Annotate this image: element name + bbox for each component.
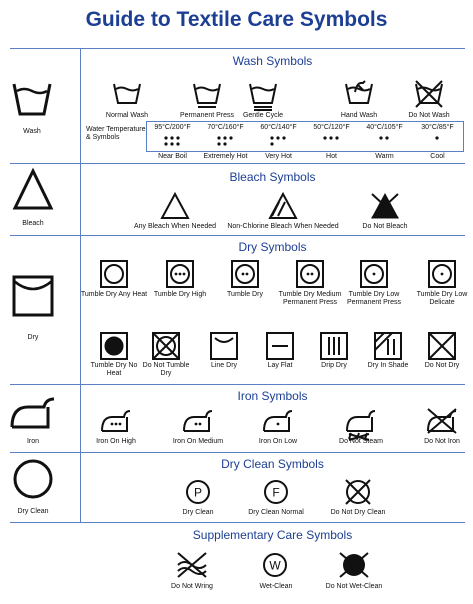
temp-name: Warm (375, 153, 394, 160)
wash-item-label: Gentle Cycle (242, 112, 284, 119)
temp-dots-icon (252, 134, 305, 148)
bleach-big-icon (13, 168, 53, 212)
iron-item-label: Iron On Medium (172, 438, 224, 445)
dry-big-icon (12, 275, 54, 317)
wash-item-label: Hand Wash (340, 112, 378, 119)
wet-clean-icon (260, 551, 292, 579)
do-not-tumble-dry-icon (152, 332, 180, 360)
temp-value: 95°C/200°F (154, 124, 191, 131)
iron-big-icon (8, 393, 58, 431)
temp-value: 70°C/160°F (207, 124, 244, 131)
do-not-wash-icon (414, 79, 444, 112)
do-not-wet-clean-icon (338, 551, 370, 579)
dry-item-label: Tumble Dry Any Heat (80, 291, 148, 298)
dryclean-item-label: Dry Clean (182, 509, 214, 516)
bleach-item-label: Non-Chlorine Bleach When Needed (227, 223, 339, 230)
dry-item-label: Tumble Dry No Heat (90, 362, 138, 377)
temp-value: 60°C/140°F (260, 124, 297, 131)
bleach-big-label: Bleach (22, 220, 44, 227)
iron-big-label: Iron (26, 438, 40, 445)
permanent-press-wash-icon (192, 79, 222, 112)
dry-item-label: Line Dry (210, 362, 238, 369)
supplementary-item-label: Wet-Clean (259, 583, 293, 590)
hand-wash-icon (344, 79, 374, 112)
gentle-cycle-icon (248, 79, 278, 112)
dry-big-label: Dry (27, 334, 39, 341)
do-not-wring-icon (176, 551, 208, 579)
tumble-dry-icon (231, 260, 259, 288)
tumble-dry-medium-pp-icon (296, 260, 324, 288)
dry-heading: Dry Symbols (238, 240, 307, 254)
svg-text:P: P (193, 485, 203, 500)
svg-text:W: W (269, 558, 281, 573)
normal-wash-icon (112, 79, 142, 112)
any-bleach-icon (160, 192, 190, 220)
tumble-dry-any-heat-icon (100, 260, 128, 288)
temp-dots-icon (199, 134, 252, 148)
temp-dots-icon (411, 134, 464, 148)
temp-value: 30°C/85°F (421, 124, 454, 131)
wash-big-label: Wash (23, 128, 41, 135)
iron-low-icon (262, 407, 294, 441)
line-dry-icon (210, 332, 238, 360)
temp-label: Water Temperature & Symbols (86, 126, 146, 141)
iron-item-label: Iron On High (96, 438, 136, 445)
temp-name: Very Hot (265, 153, 292, 160)
dryclean-item-label: Dry Clean Normal (248, 509, 304, 516)
tumble-dry-no-heat-icon (100, 332, 128, 360)
iron-medium-icon (182, 407, 214, 441)
tumble-dry-low-delicate-icon (428, 260, 456, 288)
dry-item-label: Tumble Dry Low Delicate (416, 291, 468, 306)
bleach-heading: Bleach Symbols (229, 170, 316, 184)
divider (10, 452, 465, 453)
dry-item-label: Drip Dry (321, 362, 347, 369)
bleach-item-label: Do Not Bleach (362, 223, 408, 230)
divider (10, 522, 465, 523)
do-not-bleach-icon (370, 192, 400, 220)
dry-item-label: Tumble Dry High (153, 291, 207, 298)
divider (10, 163, 465, 164)
wash-item-label: Normal Wash (105, 112, 149, 119)
divider (10, 384, 465, 385)
dry-in-shade-icon (374, 332, 402, 360)
iron-heading: Iron Symbols (237, 389, 308, 403)
dryclean-big-icon (12, 458, 54, 500)
svg-text:F: F (272, 485, 280, 500)
dryclean-big-label: Dry Clean (17, 508, 49, 515)
temp-dots-icon (358, 134, 411, 148)
temp-value: 40°C/105°F (366, 124, 403, 131)
temp-dots-icon (305, 134, 358, 148)
supplementary-heading: Supplementary Care Symbols (192, 528, 353, 542)
do-not-dry-icon (428, 332, 456, 360)
dry-item-label: Tumble Dry Medium Permanent Press (278, 291, 342, 306)
supplementary-item-label: Do Not Wet-Clean (325, 583, 383, 590)
do-not-iron-icon (426, 407, 458, 441)
dry-item-label: Lay Flat (267, 362, 293, 369)
page-title: Guide to Textile Care Symbols (85, 8, 388, 31)
lay-flat-icon (266, 332, 294, 360)
temp-name: Extremely Hot (203, 153, 248, 160)
divider (10, 48, 465, 49)
temp-name: Hot (326, 153, 337, 160)
iron-item-label: Do Not Steam (339, 438, 383, 445)
dryclean-item-label: Do Not Dry Clean (330, 509, 386, 516)
dry-item-label: Do Not Tumble Dry (142, 362, 190, 377)
bleach-item-label: Any Bleach When Needed (133, 223, 217, 230)
dry-clean-p-icon (184, 478, 212, 506)
iron-item-label: Do Not Iron (424, 438, 460, 445)
tumble-dry-high-icon (166, 260, 194, 288)
drip-dry-icon (320, 332, 348, 360)
temp-name: Near Boil (158, 153, 187, 160)
iron-item-label: Iron On Low (258, 438, 298, 445)
dry-item-label: Do Not Dry (424, 362, 460, 369)
column-divider (80, 48, 81, 522)
iron-high-icon (100, 407, 132, 441)
dry-item-label: Tumble Dry (227, 291, 263, 298)
temp-value: 50°C/120°F (313, 124, 350, 131)
divider (10, 235, 465, 236)
do-not-steam-icon (345, 407, 377, 441)
dryclean-heading: Dry Clean Symbols (221, 457, 324, 471)
do-not-dry-clean-icon (344, 478, 372, 506)
wash-big-icon (12, 78, 52, 118)
temp-dots-icon (146, 134, 199, 148)
dry-item-label: Tumble Dry Low Permanent Press (346, 291, 402, 306)
wash-heading: Wash Symbols (232, 54, 313, 68)
non-chlorine-bleach-icon (268, 192, 298, 220)
dry-item-label: Dry In Shade (367, 362, 409, 369)
tumble-dry-low-pp-icon (360, 260, 388, 288)
dry-clean-f-icon (262, 478, 290, 506)
temp-name: Cool (430, 153, 445, 160)
wash-item-label: Do Not Wash (408, 112, 450, 119)
supplementary-item-label: Do Not Wring (171, 583, 213, 590)
wash-item-label: Permanent Press (179, 112, 235, 119)
